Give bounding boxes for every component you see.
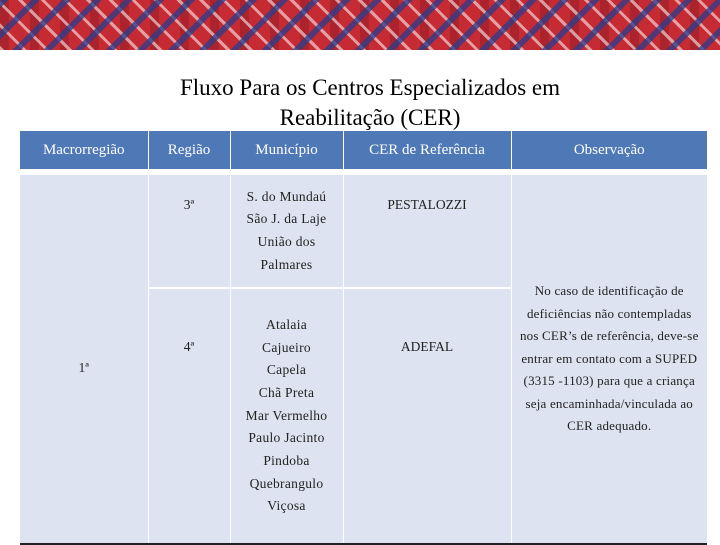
observacao-cell: No caso de identificação de deficiências não contempladas nos CER’s de referência, deve-se entrar em contato com a SUPED (3315 -1103) para que a criança seja encaminhada/vinculada ao CER adequado. bbox=[511, 175, 707, 544]
municipio-item: S. do Mundaú bbox=[246, 188, 327, 204]
municipio-item: Chã Preta bbox=[258, 384, 315, 400]
municipio-cell-3 bbox=[230, 175, 343, 288]
header-observacao: Observação bbox=[511, 131, 707, 169]
municipio-cell-4 bbox=[230, 288, 343, 544]
title-line-2: Reabilitação (CER) bbox=[279, 105, 461, 131]
municipio-item: União dos bbox=[257, 234, 316, 249]
municipio-item: Viçosa bbox=[267, 498, 306, 514]
regiao-cell-4: 4ª bbox=[148, 288, 230, 544]
municipio-item: Capela bbox=[266, 362, 307, 378]
header-macrorregiao: Macrorregião bbox=[20, 131, 148, 169]
header-municipio: Município bbox=[230, 131, 343, 169]
municipio-item: Paulo Jacinto bbox=[248, 430, 325, 446]
municipio-item: São J. da Laje bbox=[246, 211, 327, 227]
page-title bbox=[0, 73, 720, 133]
header-row bbox=[20, 131, 707, 169]
table-row bbox=[20, 175, 707, 288]
title-line-1: Fluxo Para os Centros Especializados em bbox=[179, 75, 561, 101]
municipio-item: Pindoba bbox=[263, 453, 310, 469]
municipio-item: Palmares bbox=[260, 256, 313, 272]
municipio-item: Cajueiro bbox=[262, 339, 311, 355]
macrorregiao-cell: 1ª bbox=[20, 175, 148, 544]
municipio-item: Atalaia bbox=[265, 316, 308, 332]
municipio-item: Quebrangulo bbox=[249, 475, 324, 491]
cer-cell-pestalozzi: PESTALOZZI bbox=[343, 175, 511, 288]
header-regiao: Região bbox=[148, 131, 230, 169]
cer-flow-table bbox=[20, 131, 707, 545]
decorative-banner bbox=[0, 0, 720, 50]
header-cer: CER de Referência bbox=[343, 131, 511, 169]
municipio-item: Mar Vermelho bbox=[245, 407, 328, 423]
cer-cell-adefal: ADEFAL bbox=[343, 288, 511, 544]
regiao-cell-3: 3ª bbox=[148, 175, 230, 288]
